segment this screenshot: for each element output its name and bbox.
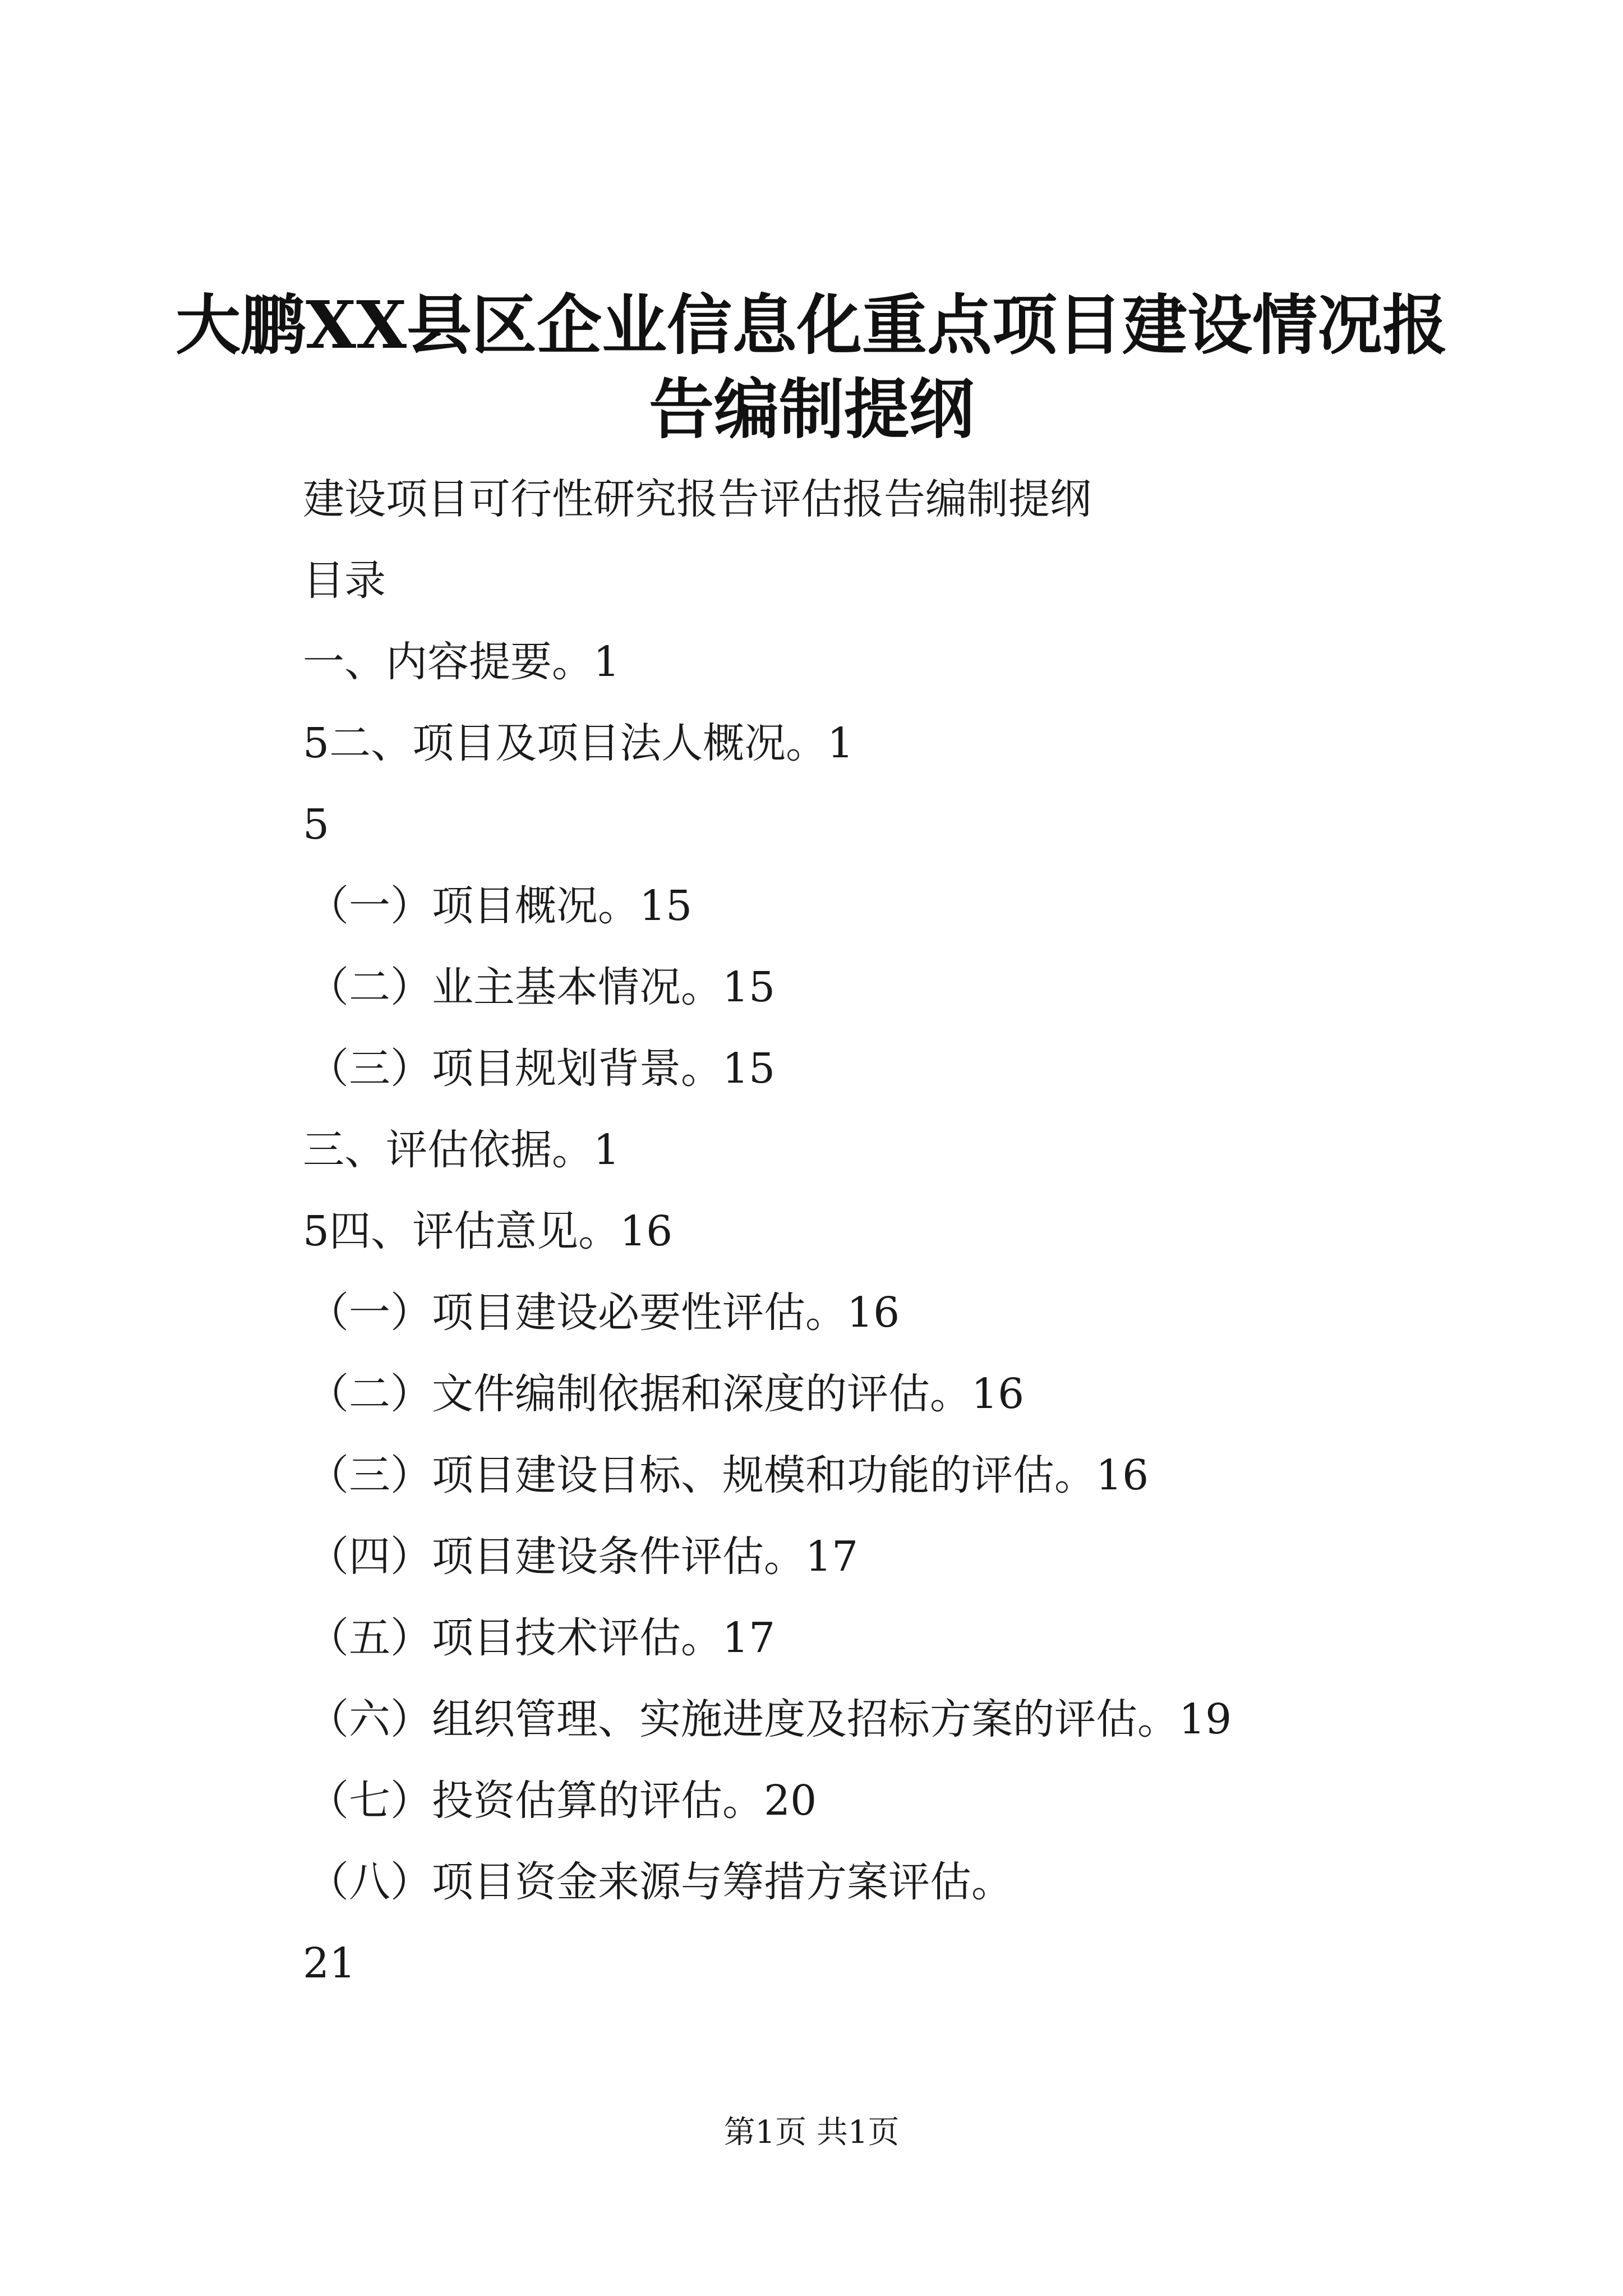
toc-line: 一、内容提要。1 — [303, 638, 620, 686]
toc-heading: 目录 — [303, 556, 386, 605]
toc-line: （六）组织管理、实施进度及招标方案的评估。19 — [307, 1695, 1232, 1743]
toc-line: （二）业主基本情况。15 — [307, 963, 776, 1011]
toc-line: （七）投资估算的评估。20 — [307, 1777, 817, 1825]
toc-line: 5 — [303, 800, 330, 849]
toc-line: （一）项目建设必要性评估。16 — [307, 1289, 900, 1337]
toc-line: 三、评估依据。1 — [303, 1126, 620, 1174]
toc-line: （三）项目规划背景。15 — [307, 1045, 776, 1093]
toc-line: （二）文件编制依据和深度的评估。16 — [307, 1370, 1025, 1418]
toc-line: （五）项目技术评估。17 — [307, 1614, 776, 1662]
toc-line: 21 — [303, 1939, 356, 1987]
toc-line: （三）项目建设目标、规模和功能的评估。16 — [307, 1451, 1149, 1499]
toc-line: 5四、评估意见。16 — [303, 1207, 673, 1255]
document-subtitle: 建设项目可行性研究报告评估报告编制提纲 — [303, 475, 1091, 523]
toc-line: （八）项目资金来源与筹措方案评估。 — [307, 1858, 1013, 1906]
toc-line: （一）项目概况。15 — [307, 882, 693, 930]
document-title-line-1: 大鹏XX县区企业信息化重点项目建设情况报 — [175, 287, 1447, 364]
toc-line: （四）项目建设条件评估。17 — [307, 1533, 859, 1581]
toc-line: 5二、项目及项目法人概况。1 — [303, 719, 854, 767]
document-title-line-2: 告编制提纲 — [649, 371, 974, 448]
page-footer: 第1页 共1页 — [723, 2114, 900, 2151]
